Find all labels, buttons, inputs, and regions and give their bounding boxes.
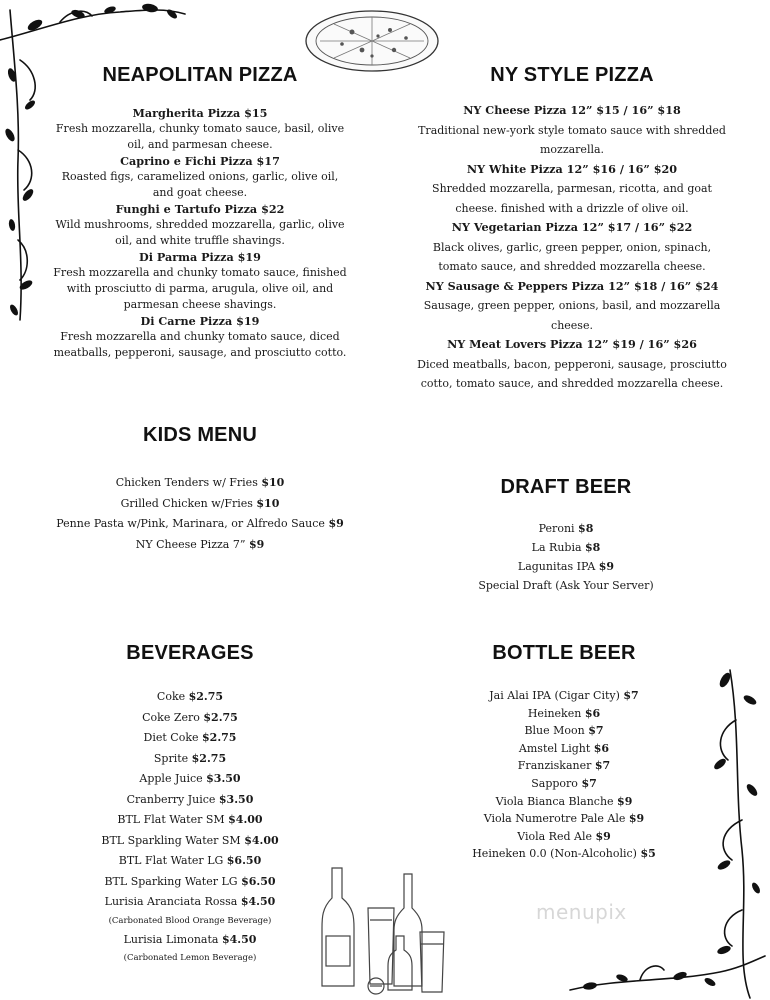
section-title: NEAPOLITAN PIZZA (102, 64, 298, 86)
item-description: Fresh mozzarella and chunky tomato sauce, diced meatballs, pepperoni, sausage, and prosciutto cotto. (53, 330, 347, 359)
item-price: $10 (256, 496, 280, 510)
item-name: Cranberry Juice (126, 792, 219, 806)
item-name: Caprino e Fichi Pizza $17 (120, 154, 280, 168)
item-price: $8 (585, 541, 601, 554)
item-price: $7 (623, 689, 639, 702)
beverages-section (70, 642, 310, 967)
menu-item (70, 687, 310, 708)
menu-item (52, 313, 348, 361)
menu-item (414, 101, 730, 160)
item-description: Wild mushrooms, shredded mozzarella, garlic, olive oil, and white truffle shavings. (55, 218, 345, 247)
item-name: La Rubia (531, 541, 586, 554)
item-price: $6.50 (241, 874, 276, 888)
menu-item (70, 728, 310, 749)
section-title: KIDS MENU (142, 424, 258, 446)
bottle-beer-section (444, 642, 684, 863)
neapolitan-pizza-section (52, 64, 348, 361)
ny-style-pizza-section (414, 64, 730, 394)
item-price: $6.50 (226, 854, 262, 867)
item-name: Di Parma Pizza $19 (139, 250, 261, 264)
item-price: $2.75 (202, 731, 237, 744)
item-note: (Carbonated Lemon Beverage) (123, 953, 257, 963)
item-price: $5 (640, 847, 656, 861)
item-name: Lagunitas IPA (517, 560, 599, 573)
item-price: $9 (328, 517, 344, 530)
menu-item (52, 153, 348, 201)
item-price: $6 (593, 741, 610, 755)
menu-item (70, 749, 310, 770)
item-description: Shredded mozzarella, parmesan, ricotta, and goat cheese. finished with a drizzle of olive oil. (432, 182, 712, 215)
item-name: Sapporo (531, 776, 582, 790)
menu-item (70, 851, 310, 872)
menu-item (70, 769, 310, 790)
item-price: $9 (248, 537, 265, 551)
menu-item (52, 201, 348, 249)
menu-item (70, 790, 310, 811)
menu-item (40, 473, 360, 494)
item-price: $7 (594, 759, 611, 773)
item-description: Fresh mozzarella and chunky tomato sauce, finished with prosciutto di parma, arugula, olive oil, and parmesan cheese shavings. (53, 266, 347, 311)
item-name: BTL Sparking Water LG (104, 874, 242, 888)
menu-item (70, 872, 310, 893)
item-price: $9 (598, 560, 615, 573)
item-name: Special Draft (Ask Your Server) (478, 579, 654, 592)
menu-item (430, 557, 702, 576)
item-description: Sausage, green pepper, onions, basil, and mozzarella cheese. (423, 299, 721, 332)
item-name: Di Carne Pizza $19 (140, 314, 260, 328)
menu-item (40, 535, 360, 556)
item-name: Diet Coke (143, 731, 203, 744)
item-price: $2.75 (188, 690, 224, 703)
menu-item (430, 576, 702, 595)
menu-item (444, 845, 684, 863)
item-name: Funghi e Tartufo Pizza $22 (115, 202, 285, 216)
menu-item (70, 708, 310, 729)
item-name: NY Cheese Pizza 12” $15 / 16” $18 (463, 103, 681, 117)
watermark: menupix (536, 900, 627, 924)
item-note: (Carbonated Blood Orange Beverage) (108, 915, 272, 926)
menu-item (444, 722, 684, 740)
item-description: Traditional new-york style tomato sauce with shredded mozzarella. (418, 123, 726, 156)
menu-item (40, 494, 360, 515)
menu-item (52, 105, 348, 153)
item-name: BTL Flat Water LG (118, 854, 227, 867)
item-price: $2.75 (203, 710, 238, 724)
section-title: BOTTLE BEER (492, 642, 636, 664)
item-price: $9 (628, 812, 645, 826)
menu-item (70, 930, 310, 951)
item-name: Margherita Pizza $15 (132, 106, 268, 120)
item-description: Roasted figs, caramelized onions, garlic, olive oil, and goat cheese. (61, 170, 339, 199)
menu-item (444, 687, 684, 705)
menu-item (444, 740, 684, 758)
menu-item (414, 218, 730, 277)
item-price: $3.50 (206, 772, 241, 785)
menu-item (444, 775, 684, 793)
item-name: Lurisia Limonata (123, 932, 222, 946)
item-name: Grilled Chicken w/Fries (120, 496, 257, 510)
item-name: NY Vegetarian Pizza 12” $17 / 16” $22 (451, 220, 693, 234)
item-name: Jai Alai IPA (Cigar City) (489, 689, 624, 702)
section-title: NY STYLE PIZZA (490, 64, 654, 86)
item-price: $9 (617, 794, 633, 808)
menu-item (414, 277, 730, 336)
item-name: Chicken Tenders w/ Fries (115, 476, 262, 489)
item-price: $4.50 (221, 932, 257, 946)
item-description: Diced meatballs, bacon, pepperoni, sausage, prosciutto cotto, tomato sauce, and shredded mozzarella cheese. (417, 357, 727, 390)
item-price: $9 (595, 829, 611, 843)
item-name: Penne Pasta w/Pink, Marinara, or Alfredo Sauce (56, 517, 329, 530)
item-name: Heineken (527, 706, 585, 720)
item-price: $10 (261, 476, 285, 489)
item-name: Franziskaner (517, 759, 595, 773)
item-name: NY White Pizza 12” $16 / 16” $20 (466, 161, 678, 176)
section-title: DRAFT BEER (500, 476, 632, 498)
draft-beer-section (430, 476, 702, 595)
item-price: $7 (581, 776, 597, 790)
item-price: $3.50 (218, 792, 254, 806)
item-price: $4.00 (228, 813, 263, 826)
menu-item (430, 519, 702, 538)
item-price: $7 (588, 724, 604, 738)
menu-item (40, 514, 360, 535)
item-name: Heineken 0.0 (Non-Alcoholic) (472, 847, 641, 861)
menu-item (414, 335, 730, 394)
menu-item (444, 810, 684, 828)
item-name: NY Meat Lovers Pizza 12” $19 / 16” $26 (447, 337, 697, 351)
menu-item (70, 810, 310, 831)
item-name: Lurisia Aranciata Rossa (104, 895, 241, 908)
item-price: $6 (584, 706, 601, 720)
item-name: Coke (156, 690, 189, 703)
item-price: $2.75 (191, 751, 227, 765)
item-description: Black olives, garlic, green pepper, onion, spinach, tomato sauce, and shredded mozzarella cheese. (432, 240, 712, 273)
item-name: Peroni (538, 522, 579, 535)
menu-item (444, 793, 684, 811)
item-name: Amstel Light (518, 741, 594, 755)
menu-item (444, 828, 684, 846)
item-name: NY Cheese Pizza 7” (135, 537, 249, 551)
section-title: BEVERAGES (126, 642, 254, 664)
item-name: Coke Zero (142, 710, 204, 724)
bottles-glasses-illustration-icon (318, 858, 458, 1000)
item-name: Sprite (153, 751, 192, 765)
menu-item (444, 757, 684, 775)
item-name: NY Sausage & Peppers Pizza 12” $18 / 16” $24 (425, 278, 719, 293)
item-name: Viola Red Ale (517, 829, 596, 843)
item-price: $4.00 (244, 833, 279, 847)
item-name: Apple Juice (139, 772, 207, 785)
item-name: Viola Bianca Blanche (495, 794, 618, 808)
menu-item (70, 831, 310, 852)
item-price: $8 (578, 522, 594, 535)
kids-menu-section (40, 424, 360, 555)
item-description: Fresh mozzarella, chunky tomato sauce, basil, olive oil, and parmesan cheese. (55, 122, 345, 151)
menu-item (414, 160, 730, 219)
item-name: Viola Numerotre Pale Ale (483, 812, 629, 826)
menu-item (70, 892, 310, 913)
menu-item (444, 705, 684, 723)
item-name: BTL Sparkling Water SM (101, 833, 245, 847)
menu-item (430, 538, 702, 557)
item-name: Blue Moon (524, 724, 589, 738)
menu-item (52, 249, 348, 313)
item-name: BTL Flat Water SM (117, 813, 229, 826)
item-price: $4.50 (240, 895, 276, 908)
